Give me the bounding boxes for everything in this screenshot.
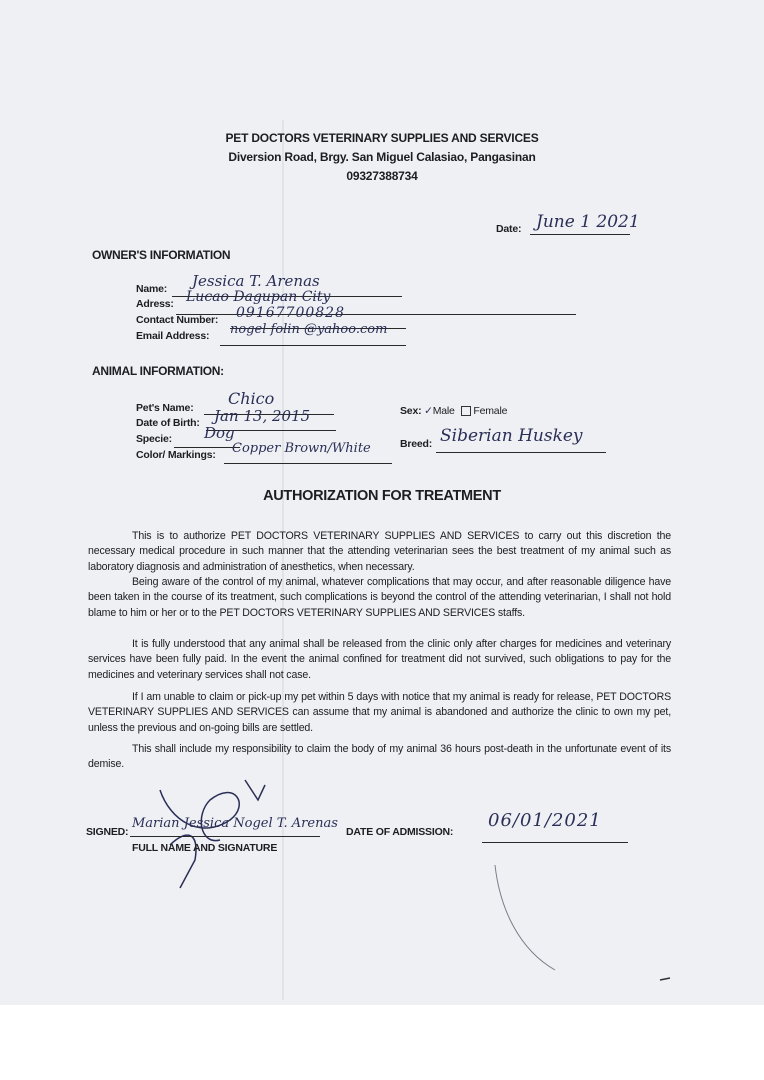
animal-section-title: ANIMAL INFORMATION: [92,364,224,378]
color-value: Copper Brown/White [232,441,371,456]
color-underline [224,463,392,464]
admission-label: DATE OF ADMISSION: [346,826,454,838]
owner-name-value: Jessica T. Arenas [192,272,320,290]
owner-contact-label: Contact Number: [136,314,219,326]
sex-label: Sex: [400,405,422,417]
auth-paragraph-5: This shall include my responsibility to claim the body of my animal 36 hours post-death in the unfortunate event of its demise. [88,743,671,771]
specie-value: Dog [204,424,235,442]
owner-contact-value: 09167700828 [236,305,345,321]
signed-label: SIGNED: [86,826,129,838]
date-value: June 1 2021 [536,212,640,232]
owner-address-label: Adress: [136,298,174,310]
owner-address-value: Lucao Dagupan City [186,289,331,305]
signed-underline [130,836,320,837]
owner-name-label: Name: [136,283,168,295]
pet-name-label: Pet's Name: [136,402,194,414]
full-name-label: FULL NAME AND SIGNATURE [132,842,278,854]
breed-underline [436,452,606,453]
business-address: Diversion Road, Brgy. San Miguel Calasiao, Pangasinan [228,150,536,164]
sex-field [400,405,507,417]
owner-section-title: OWNER'S INFORMATION [92,248,231,262]
sex-female-checkbox[interactable] [461,406,471,416]
dob-label: Date of Birth: [136,417,200,429]
breed-value: Siberian Huskey [440,426,583,446]
business-name: PET DOCTORS VETERINARY SUPPLIES AND SERVICES [225,131,539,145]
color-label: Color/ Markings: [136,449,216,461]
pet-name-value: Chico [228,389,275,408]
admission-value: 06/01/2021 [488,810,602,831]
auth-paragraph-2: Being aware of the control of my animal, whatever complications that may occur, and after reasonable diligence have been taken in the course of its treatment, such complications is beyond the control of the attending veterinarian, I shall not hold blame to him or her or to the PET DOCTORS VETERINARY SUPPLIES AND SERVICES staffs. [88,576,671,619]
specie-label: Specie: [136,433,172,445]
sex-male-option: Male [432,405,455,417]
date-label: Date: [496,223,522,235]
admission-underline [482,842,628,843]
owner-email-label: Email Address: [136,330,210,342]
sex-female-option: Female [473,405,508,417]
auth-paragraph-3: It is fully understood that any animal shall be released from the clinic only after charges for medicines and veterinary services have been fully paid. In the event the animal confined for treatment did not survived, such obligations to pay for the medicines and veterinary services shall not case. [88,638,671,681]
authorization-title: AUTHORIZATION FOR TREATMENT [263,488,501,504]
owner-email-underline [220,345,406,346]
auth-paragraph-1: This is to authorize PET DOCTORS VETERINARY SUPPLIES AND SERVICES to carry out this discretion the necessary medical procedure in such manner that the attending veterinarian sees the best treatment of my animal such as laboratory diagnosis and administration of anesthetics, when necessary. [88,530,671,573]
business-phone: 09327388734 [346,169,418,183]
sex-male-check[interactable]: ✓ [424,405,433,417]
owner-email-value: nogel folin @yahoo.com [230,322,388,337]
specie-underline [174,447,240,448]
date-underline [530,234,630,235]
breed-label: Breed: [400,438,433,450]
dob-value: Jan 13, 2015 [214,407,311,425]
auth-paragraph-4: If I am unable to claim or pick-up my pet within 5 days with notice that my animal is ready for release, PET DOCTORS VETERINARY SUPPLIES AND SERVICES can assume that my animal is abandoned and authorize the clinic to own my pet, unless the previous and on-going bills are settled. [88,691,671,734]
pen-mark [480,860,680,990]
signed-value: Marian Jessica Nogel T. Arenas [132,816,338,831]
